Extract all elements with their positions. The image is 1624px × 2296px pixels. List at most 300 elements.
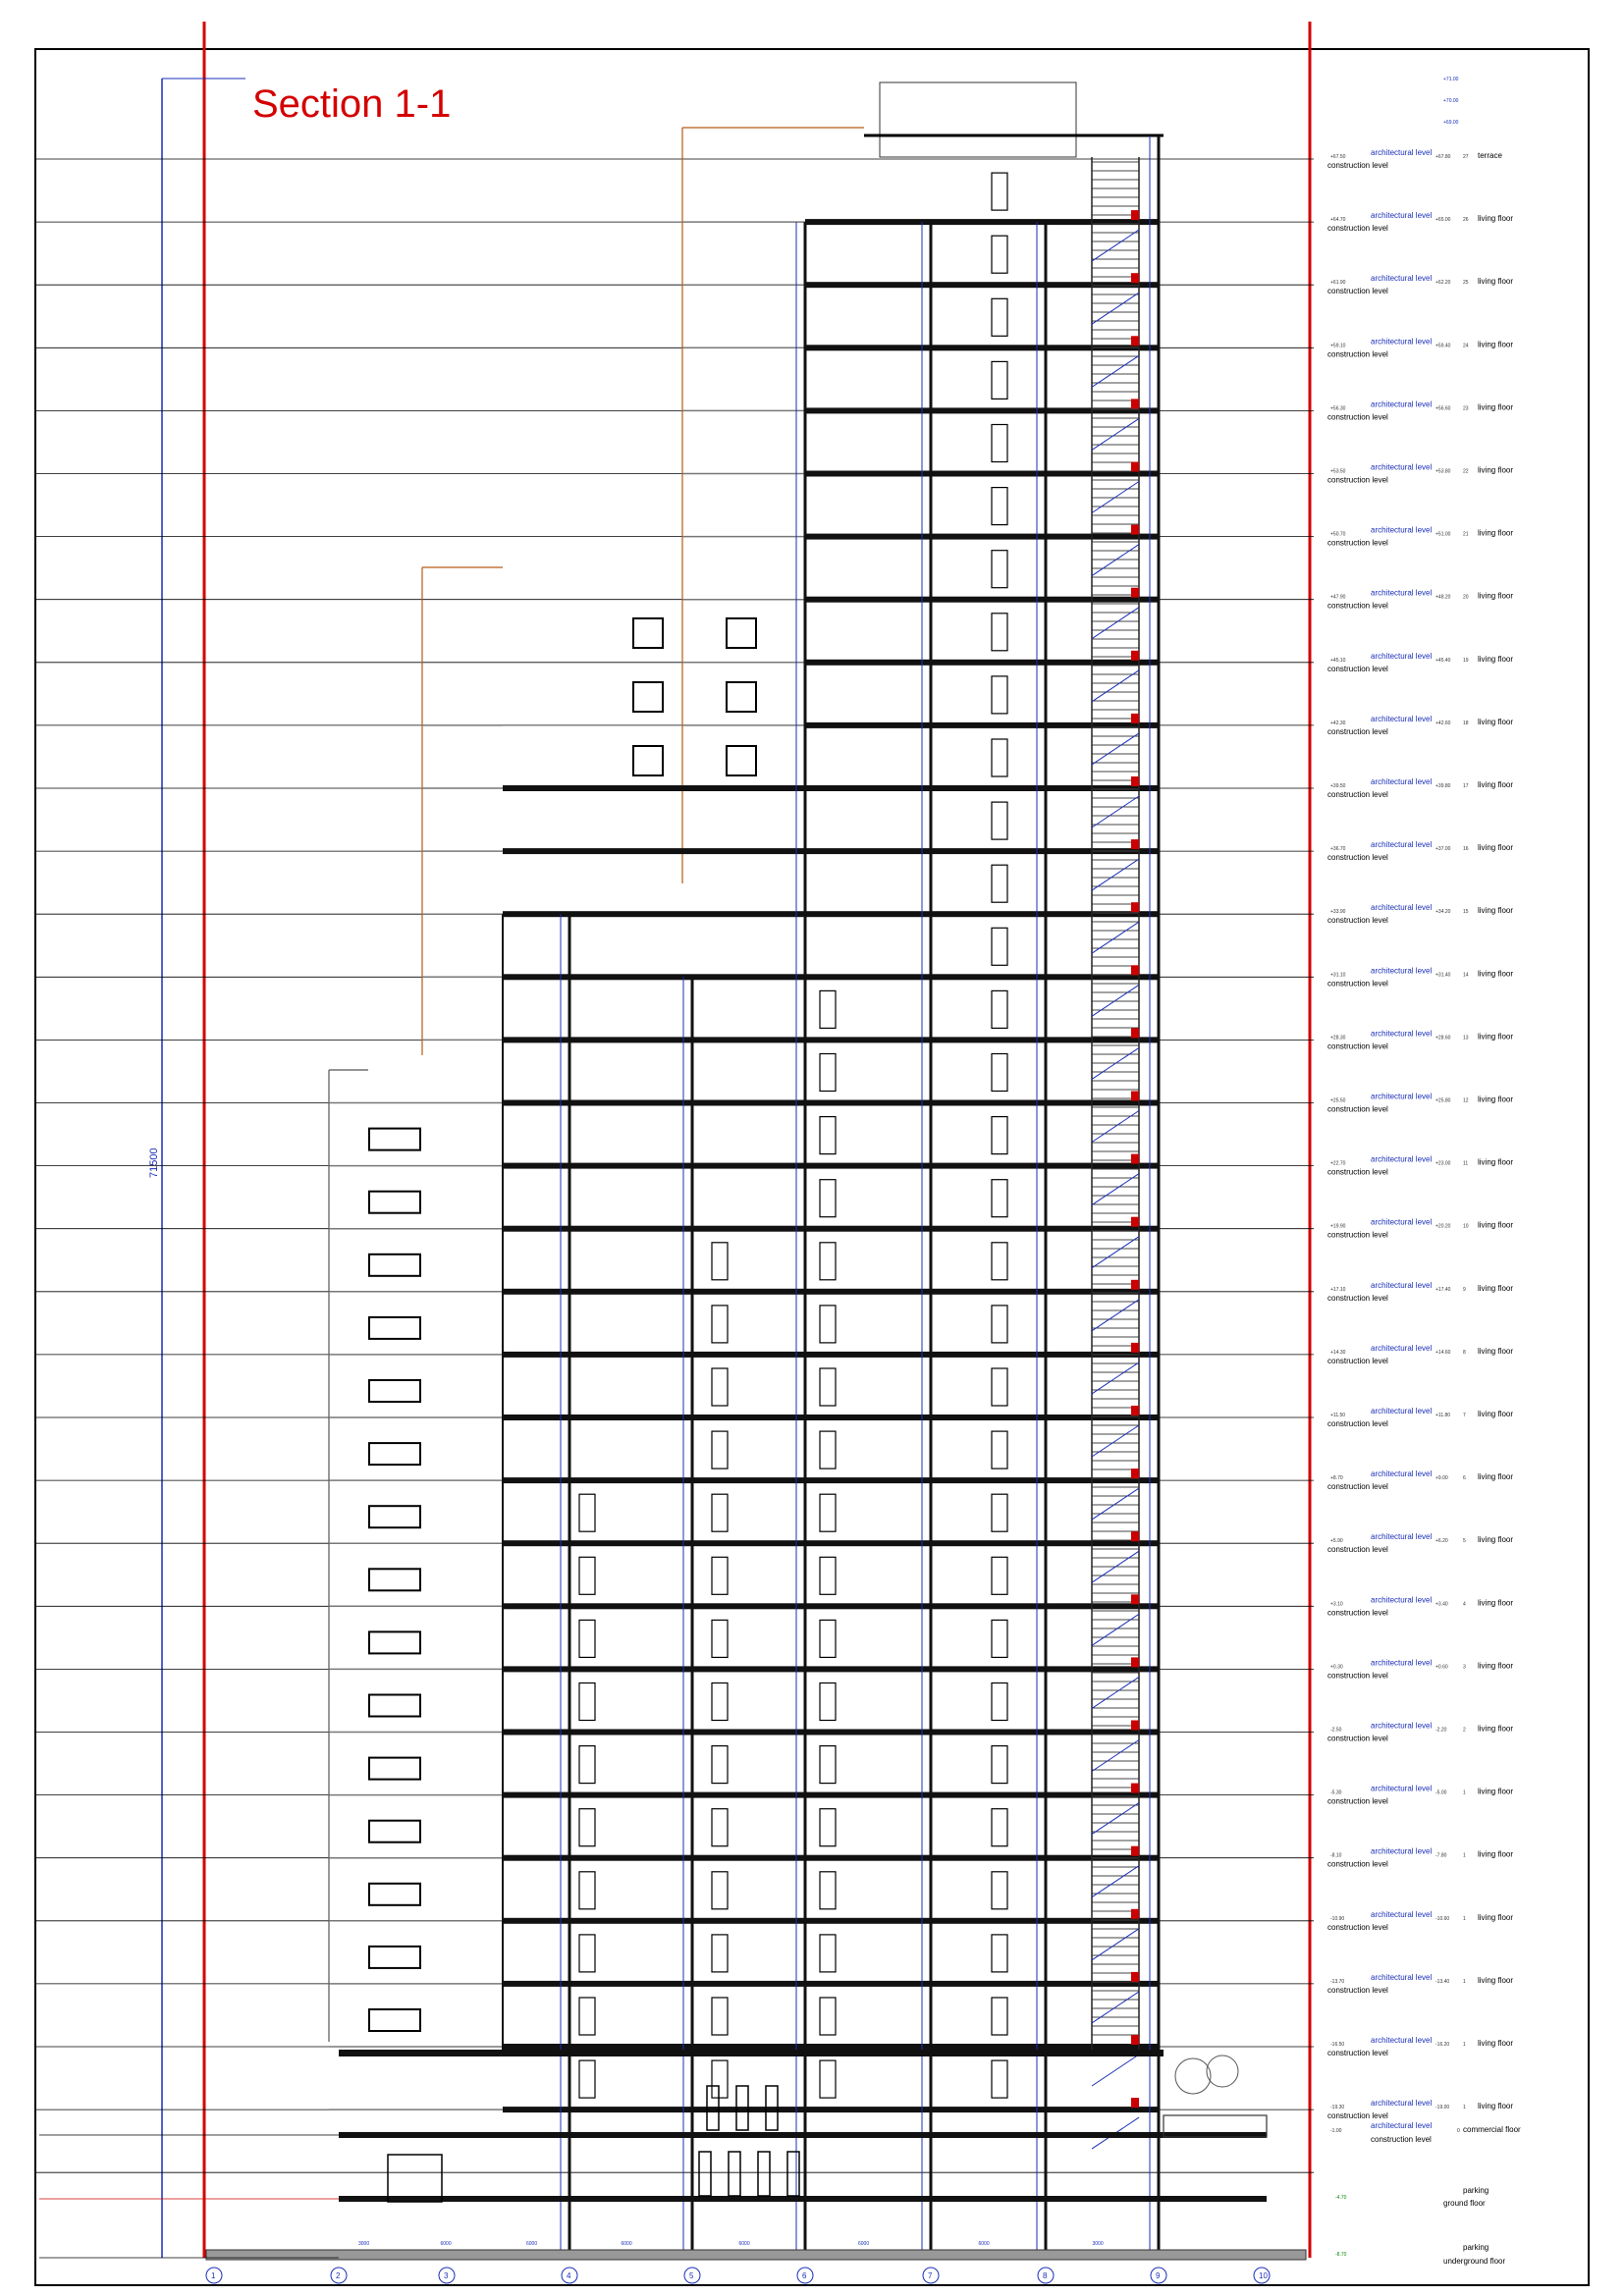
floor-number: 0 xyxy=(1457,2128,1460,2134)
floor-number: 18 xyxy=(1463,720,1469,726)
construction-level-label: construction level xyxy=(1327,1356,1388,1365)
construction-level-label: construction level xyxy=(1327,790,1388,799)
floor-slab xyxy=(503,848,1159,854)
architectural-level-label: architectural level xyxy=(1371,1846,1433,1856)
window xyxy=(369,1631,420,1653)
elevation-marker xyxy=(1131,1657,1139,1667)
floor-name-label: living floor xyxy=(1478,1346,1514,1356)
elevation-value: +64.70 xyxy=(1330,217,1346,224)
elevation-value: -4.70 xyxy=(1335,2195,1347,2201)
window xyxy=(369,1758,420,1780)
floor-slab xyxy=(503,1540,1159,1546)
arch-elevation-value: +34.20 xyxy=(1435,909,1451,916)
grid-axis-label: 9 xyxy=(1156,2271,1161,2280)
floor-slab xyxy=(503,1918,1159,1924)
floor-number: 24 xyxy=(1463,343,1469,349)
floor-name-label: living floor xyxy=(1478,528,1514,538)
window xyxy=(369,1947,420,1968)
construction-level-label: construction level xyxy=(1327,1041,1388,1051)
elevation-value: +8.70 xyxy=(1330,1475,1343,1482)
elevation-marker xyxy=(1131,1846,1139,1856)
parking-floor-label: underground floor xyxy=(1443,2257,1506,2266)
door xyxy=(992,1557,1007,1594)
door xyxy=(579,1746,595,1784)
floor-number: 8 xyxy=(1463,1349,1466,1356)
arch-elevation-value: +65.00 xyxy=(1435,217,1451,224)
arch-elevation-value: +45.40 xyxy=(1435,657,1451,664)
stair-flight xyxy=(1092,1866,1139,1897)
arch-elevation-value: -16.20 xyxy=(1435,2042,1450,2048)
elevation-value: -19.30 xyxy=(1330,2105,1345,2111)
floor-number: 12 xyxy=(1463,1097,1469,1104)
floor-number: 23 xyxy=(1463,405,1469,412)
arch-elevation-value: +31.40 xyxy=(1435,972,1451,979)
floor-number: 14 xyxy=(1463,972,1469,979)
door xyxy=(992,1494,1007,1531)
architectural-level-label: architectural level xyxy=(1371,1154,1433,1164)
door xyxy=(992,802,1007,839)
upper-left-outline xyxy=(682,128,864,883)
architectural-level-label: architectural level xyxy=(1371,2121,1433,2130)
floor-slab xyxy=(805,534,1159,540)
grid-axis-label: 8 xyxy=(1043,2271,1048,2280)
floor-slab xyxy=(503,1163,1159,1169)
door xyxy=(712,1494,728,1531)
floor-slab xyxy=(503,1289,1159,1295)
door xyxy=(579,1998,595,2035)
architectural-level-label: architectural level xyxy=(1371,274,1433,284)
window xyxy=(633,682,663,712)
door xyxy=(992,425,1007,462)
door xyxy=(820,1368,836,1406)
door xyxy=(820,1054,836,1092)
architectural-level-label: architectural level xyxy=(1371,777,1433,786)
door xyxy=(820,1683,836,1721)
floor-name-label: living floor xyxy=(1478,717,1514,726)
floor-slab xyxy=(503,1477,1159,1483)
stair-flight xyxy=(1092,985,1139,1016)
elevation-value: +5.90 xyxy=(1330,1538,1343,1545)
construction-level-label: construction level xyxy=(1327,538,1388,548)
span-dimension: 3000 xyxy=(1092,2241,1104,2247)
stair-flight xyxy=(1092,1614,1139,1645)
door xyxy=(992,676,1007,714)
grid-axis-label: 6 xyxy=(802,2271,807,2280)
stair-flight xyxy=(1092,545,1139,576)
floor-name-label: living floor xyxy=(1478,906,1514,916)
window xyxy=(369,1129,420,1150)
door xyxy=(820,2060,836,2098)
elevation-marker xyxy=(1131,965,1139,975)
floor-slab xyxy=(503,1855,1159,1861)
elevation-marker xyxy=(1131,1531,1139,1541)
construction-level-label: construction level xyxy=(1327,1922,1388,1932)
stair-flight xyxy=(1092,1237,1139,1268)
door xyxy=(579,1620,595,1657)
floor-number: 27 xyxy=(1463,154,1469,160)
floor-number: 10 xyxy=(1463,1223,1469,1230)
architectural-level-label: architectural level xyxy=(1371,588,1433,598)
elevation-marker xyxy=(1131,1092,1139,1101)
elevation-marker xyxy=(1131,588,1139,598)
floor-name-label: living floor xyxy=(1478,591,1514,601)
architectural-level-label: architectural level xyxy=(1371,525,1433,535)
architectural-level-label: architectural level xyxy=(1371,1658,1433,1668)
floor-slab xyxy=(805,660,1159,666)
arch-elevation-value: +51.00 xyxy=(1435,531,1451,538)
floor-number: 3 xyxy=(1463,1664,1466,1671)
arch-elevation-value: +48.20 xyxy=(1435,594,1451,601)
door xyxy=(992,1809,1007,1846)
elevation-value: +33.90 xyxy=(1330,909,1346,916)
elevation-marker xyxy=(1131,714,1139,723)
door xyxy=(820,1557,836,1594)
elevation-value: +39.50 xyxy=(1330,783,1346,789)
door xyxy=(992,928,1007,965)
door xyxy=(992,739,1007,776)
floor-number: 16 xyxy=(1463,846,1469,853)
door xyxy=(712,1368,728,1406)
span-dimension: 3000 xyxy=(358,2241,370,2247)
floor-name-label: living floor xyxy=(1478,1849,1514,1859)
floor-name-label: living floor xyxy=(1478,1724,1514,1734)
floor-name-label: living floor xyxy=(1478,1535,1514,1545)
elevation-value: +14.30 xyxy=(1330,1349,1346,1356)
elevation-marker xyxy=(1131,1154,1139,1164)
parking-label: parking xyxy=(1463,2186,1489,2195)
floor-slab xyxy=(503,1981,1159,1987)
window xyxy=(369,1821,420,1842)
door xyxy=(579,1872,595,1909)
door xyxy=(992,361,1007,399)
elevation-value: -8.10 xyxy=(1330,1852,1342,1859)
architectural-level-label: architectural level xyxy=(1371,337,1433,347)
door xyxy=(992,1683,1007,1721)
door xyxy=(820,1431,836,1468)
construction-level-label: construction level xyxy=(1327,224,1388,234)
arch-elevation-value: +59.40 xyxy=(1435,343,1451,349)
floor-number: 1 xyxy=(1463,2105,1466,2111)
stair-flight xyxy=(1092,670,1139,702)
construction-level-label: construction level xyxy=(1327,1419,1388,1428)
elevation-marker xyxy=(1131,1784,1139,1793)
arch-elevation-value: +11.80 xyxy=(1435,1413,1451,1418)
window xyxy=(369,2009,420,2031)
window xyxy=(633,618,663,648)
door xyxy=(820,1494,836,1531)
door xyxy=(820,1620,836,1657)
architectural-level-label: architectural level xyxy=(1371,1532,1433,1542)
architectural-level-label: architectural level xyxy=(1371,1595,1433,1605)
construction-level-label: construction level xyxy=(1327,916,1388,926)
arch-elevation-value: +14.60 xyxy=(1435,1349,1451,1356)
elevation-value: +17.10 xyxy=(1330,1286,1346,1293)
floor-name-label: living floor xyxy=(1478,2039,1514,2048)
elevation-value: +19.90 xyxy=(1330,1223,1346,1230)
construction-level-label: construction level xyxy=(1327,1734,1388,1743)
door xyxy=(712,1620,728,1657)
lower-left-outline xyxy=(329,1070,368,2042)
stair-flight xyxy=(1092,230,1139,261)
door xyxy=(712,1243,728,1280)
door xyxy=(992,1431,1007,1468)
elevation-value: +45.10 xyxy=(1330,657,1346,664)
door xyxy=(712,1557,728,1594)
floor-slab xyxy=(805,597,1159,603)
floor-number: 15 xyxy=(1463,909,1469,916)
floor-name-label: living floor xyxy=(1478,1032,1514,1041)
floor-name-label: living floor xyxy=(1478,1157,1514,1167)
architectural-level-label: architectural level xyxy=(1371,148,1433,157)
shop-door xyxy=(729,2152,740,2196)
elevation-marker xyxy=(1131,1028,1139,1038)
floor-name-label: living floor xyxy=(1478,214,1514,224)
elevation-value: +36.70 xyxy=(1330,846,1346,853)
elevation-marker xyxy=(1131,1909,1139,1919)
floor-name-label: living floor xyxy=(1478,340,1514,349)
top-elevation-mark: +71.00 xyxy=(1443,77,1459,82)
floor-slab xyxy=(503,1730,1159,1735)
stair-flight xyxy=(1092,1740,1139,1772)
floor-name-label: living floor xyxy=(1478,1975,1514,1985)
door xyxy=(992,1306,1007,1343)
arch-elevation-value: +62.20 xyxy=(1435,280,1451,287)
span-dimension: 6000 xyxy=(978,2241,990,2247)
floor-slab xyxy=(805,282,1159,288)
architectural-level-label: architectural level xyxy=(1371,651,1433,661)
door xyxy=(820,1117,836,1154)
window xyxy=(369,1569,420,1590)
door xyxy=(579,1557,595,1594)
architectural-level-label: architectural level xyxy=(1371,903,1433,913)
door xyxy=(712,1998,728,2035)
floor-number: 11 xyxy=(1463,1160,1469,1167)
floor-name-label: living floor xyxy=(1478,1283,1514,1293)
elevation-marker xyxy=(1131,1406,1139,1415)
window xyxy=(727,618,756,648)
elevation-marker xyxy=(1131,462,1139,472)
window xyxy=(369,1192,420,1213)
elevation-marker xyxy=(1131,839,1139,849)
door xyxy=(992,551,1007,588)
construction-level-label: construction level xyxy=(1327,1482,1388,1492)
architectural-level-label: architectural level xyxy=(1371,1029,1433,1039)
stair-flight xyxy=(1092,1300,1139,1331)
floor-number: 9 xyxy=(1463,1286,1466,1293)
construction-level-label: construction level xyxy=(1327,664,1388,673)
door xyxy=(712,2060,728,2098)
construction-level-label: construction level xyxy=(1327,1671,1388,1681)
grid-axis-label: 5 xyxy=(689,2271,694,2280)
architectural-level-label: architectural level xyxy=(1371,1217,1433,1227)
arch-elevation-value: +53.80 xyxy=(1435,468,1451,475)
construction-level-label: construction level xyxy=(1327,1293,1388,1303)
floor-name-label: living floor xyxy=(1478,1095,1514,1104)
span-dimension: 6000 xyxy=(621,2241,632,2247)
architectural-level-label: architectural level xyxy=(1371,211,1433,221)
door xyxy=(820,990,836,1028)
architectural-level-label: architectural level xyxy=(1371,1280,1433,1290)
arch-elevation-value: +9.00 xyxy=(1435,1475,1448,1482)
arch-elevation-value: +37.00 xyxy=(1435,846,1451,853)
stair-flight xyxy=(1092,418,1139,450)
floor-number: 1 xyxy=(1463,1915,1466,1922)
window xyxy=(369,1443,420,1465)
door xyxy=(579,2060,595,2098)
stair-flight xyxy=(1092,1111,1139,1143)
level-labels xyxy=(358,77,1521,2266)
architectural-level-label: architectural level xyxy=(1371,1909,1433,1919)
floor-name-label: living floor xyxy=(1478,1410,1514,1418)
floor-number: 5 xyxy=(1463,1538,1466,1545)
floor-number: 1 xyxy=(1463,1978,1466,1985)
floor-number: 1 xyxy=(1463,1789,1466,1796)
stair-flight xyxy=(1092,293,1139,324)
elevation-marker xyxy=(1131,1217,1139,1227)
arch-elevation-value: +39.80 xyxy=(1435,783,1451,789)
arch-elevation-value: +67.80 xyxy=(1435,154,1451,160)
construction-level-label: construction level xyxy=(1371,2135,1432,2144)
floor-name-label: living floor xyxy=(1478,1787,1514,1796)
window xyxy=(727,746,756,775)
elevation-marker xyxy=(1131,1468,1139,1478)
grid-axis-label: 4 xyxy=(567,2271,571,2280)
door xyxy=(820,1306,836,1343)
elevation-value: +28.30 xyxy=(1330,1035,1346,1041)
door xyxy=(579,1809,595,1846)
elevation-marker xyxy=(1131,1721,1139,1731)
floor-number: 4 xyxy=(1463,1601,1466,1608)
stair-flight xyxy=(1092,1362,1139,1394)
arch-elevation-value: +20.20 xyxy=(1435,1223,1451,1230)
arch-elevation-value: -13.40 xyxy=(1435,1978,1450,1985)
construction-level-label: construction level xyxy=(1327,1104,1388,1114)
architectural-level-label: architectural level xyxy=(1371,400,1433,409)
stair-flight xyxy=(1092,796,1139,828)
floor-number: 25 xyxy=(1463,280,1469,287)
stair-flight xyxy=(1092,859,1139,890)
elevation-value: +3.10 xyxy=(1330,1601,1343,1608)
middle-left-outline xyxy=(422,567,503,1055)
arch-elevation-value: -2.20 xyxy=(1435,1727,1447,1734)
door xyxy=(992,1998,1007,2035)
architectural-level-label: architectural level xyxy=(1371,1721,1433,1731)
door xyxy=(712,1746,728,1784)
door xyxy=(992,1117,1007,1154)
span-dimension: 6000 xyxy=(440,2241,452,2247)
floor-slab xyxy=(503,1603,1159,1609)
door xyxy=(579,1935,595,1972)
arch-elevation-value: +25.80 xyxy=(1435,1097,1451,1104)
ground-slab xyxy=(339,2196,1267,2202)
elevation-marker xyxy=(1131,776,1139,786)
top-elevation-mark: +70.00 xyxy=(1443,98,1459,104)
floor-name-label: living floor xyxy=(1478,465,1514,475)
construction-level-label: construction level xyxy=(1327,2049,1388,2057)
floor-slab xyxy=(503,1100,1159,1106)
construction-level-label: construction level xyxy=(1327,726,1388,736)
stair-flight xyxy=(1092,1488,1139,1520)
door xyxy=(992,1180,1007,1217)
floor-name-label: living floor xyxy=(1478,1912,1514,1922)
floor-name-label: living floor xyxy=(1478,2102,1514,2111)
arch-elevation-value: -19.00 xyxy=(1435,2105,1450,2111)
elevation-marker xyxy=(1131,399,1139,408)
elevation-value: -16.50 xyxy=(1330,2042,1345,2048)
floor-name-label: living floor xyxy=(1478,1472,1514,1482)
floor-slab xyxy=(503,1415,1159,1420)
architectural-level-label: architectural level xyxy=(1371,1469,1433,1479)
parking-label: parking xyxy=(1463,2243,1489,2252)
shop-door xyxy=(699,2152,711,2196)
tree-icon xyxy=(1175,2058,1211,2094)
floor-number: 19 xyxy=(1463,657,1469,664)
door xyxy=(992,865,1007,902)
floor-number: 20 xyxy=(1463,594,1469,601)
arch-elevation-value: +23.00 xyxy=(1435,1160,1451,1167)
commercial-slab xyxy=(339,2132,1267,2138)
floor-name-label: living floor xyxy=(1478,780,1514,789)
floor-name-label: living floor xyxy=(1478,654,1514,664)
door xyxy=(992,1054,1007,1092)
elevation-marker xyxy=(1131,1280,1139,1290)
construction-level-label: construction level xyxy=(1327,349,1388,359)
architectural-level-label: architectural level xyxy=(1371,1784,1433,1793)
arch-elevation-value: +3.40 xyxy=(1435,1601,1448,1608)
door xyxy=(579,1683,595,1721)
door xyxy=(992,2060,1007,2098)
arch-elevation-value: +28.60 xyxy=(1435,1035,1451,1041)
construction-level-label: construction level xyxy=(1327,1545,1388,1555)
floor-name-label: living floor xyxy=(1478,277,1514,287)
grid-axes xyxy=(206,2268,1270,2283)
floor-slab xyxy=(805,407,1159,413)
door xyxy=(820,1872,836,1909)
construction-level-label: construction level xyxy=(1327,1859,1388,1869)
floor-name-label: commercial floor xyxy=(1463,2125,1521,2134)
elevation-marker xyxy=(1131,525,1139,535)
window xyxy=(369,1255,420,1276)
floor-slab xyxy=(503,2107,1159,2112)
floor-number: 2 xyxy=(1463,1727,1466,1734)
door xyxy=(712,1872,728,1909)
door xyxy=(992,173,1007,210)
grid-axis-label: 7 xyxy=(928,2271,933,2280)
construction-level-label: construction level xyxy=(1327,475,1388,485)
span-dimension: 6000 xyxy=(526,2241,538,2247)
floor-number: 7 xyxy=(1463,1413,1466,1418)
elevation-value: -1.00 xyxy=(1330,2128,1342,2134)
window xyxy=(369,1506,420,1527)
elevation-value: -8.70 xyxy=(1335,2252,1347,2258)
floor-number: 6 xyxy=(1463,1475,1466,1482)
elevation-value: +50.70 xyxy=(1330,531,1346,538)
window xyxy=(369,1884,420,1905)
architectural-level-label: architectural level xyxy=(1371,840,1433,850)
elevation-marker xyxy=(1131,1594,1139,1604)
grid-axis-label: 1 xyxy=(211,2271,216,2280)
stair-flight xyxy=(1092,2055,1139,2086)
grid-axis-label: 10 xyxy=(1259,2271,1268,2280)
window xyxy=(369,1695,420,1717)
construction-level-label: construction level xyxy=(1327,1608,1388,1618)
floor-name-label: living floor xyxy=(1478,843,1514,853)
arch-elevation-value: +56.60 xyxy=(1435,405,1451,412)
door xyxy=(579,1494,595,1531)
floor-slab xyxy=(503,1037,1159,1042)
architectural-level-label: architectural level xyxy=(1371,966,1433,976)
construction-level-label: construction level xyxy=(1327,1167,1388,1177)
